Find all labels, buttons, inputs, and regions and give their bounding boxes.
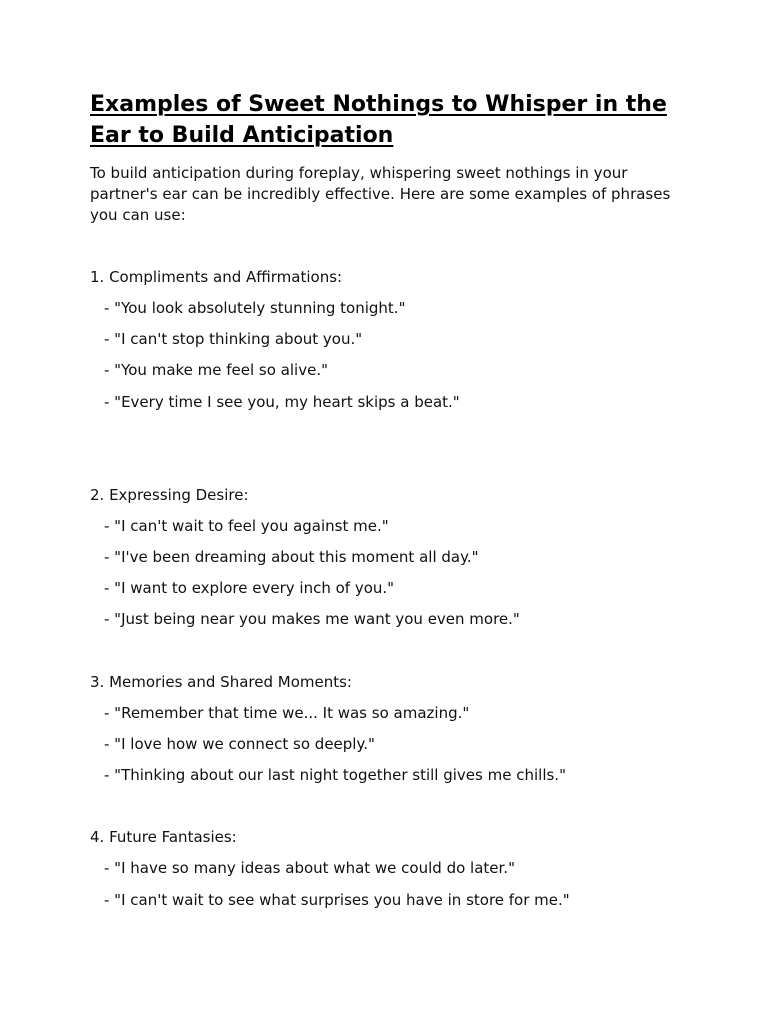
list-item: - "I have so many ideas about what we could do later." [104, 859, 515, 877]
intro-paragraph: To build anticipation during foreplay, whispering sweet nothings in your partner's ear can be incredibly effective. Here are some examples of phrases you can use: [90, 164, 671, 224]
list-item: - "You make me feel so alive." [104, 361, 328, 379]
list-item: - "I can't stop thinking about you." [104, 330, 363, 348]
section-heading: 1. Compliments and Affirmations: [90, 268, 343, 286]
document-page [90, 89, 690, 911]
list-item: - "I can't wait to see what surprises you have in store for me." [104, 891, 570, 909]
phrase-list [90, 516, 690, 630]
list-item: - "Remember that time we... It was so amazing." [104, 704, 470, 722]
section-desire [90, 485, 690, 630]
section-heading: 4. Future Fantasies: [90, 828, 237, 846]
list-item: - "I love how we connect so deeply." [104, 735, 375, 753]
document-title: Examples of Sweet Nothings to Whisper in the Ear to Build Anticipation [90, 92, 667, 148]
list-item: - "Every time I see you, my heart skips a beat." [104, 393, 460, 411]
list-item: - "Just being near you makes me want you even more." [104, 610, 520, 628]
list-item: - "I want to explore every inch of you." [104, 579, 395, 597]
section-fantasies [90, 827, 690, 911]
phrase-list [90, 703, 690, 786]
list-item: - "I've been dreaming about this moment all day." [104, 548, 479, 566]
list-item: - "I can't wait to feel you against me." [104, 517, 389, 535]
section-heading: 3. Memories and Shared Moments: [90, 673, 352, 691]
phrase-list [90, 298, 690, 413]
section-heading: 2. Expressing Desire: [90, 486, 249, 504]
section-compliments [90, 267, 690, 413]
list-item: - "Thinking about our last night together still gives me chills." [104, 766, 566, 784]
phrase-list [90, 858, 690, 911]
section-memories [90, 672, 690, 786]
list-item: - "You look absolutely stunning tonight." [104, 299, 406, 317]
